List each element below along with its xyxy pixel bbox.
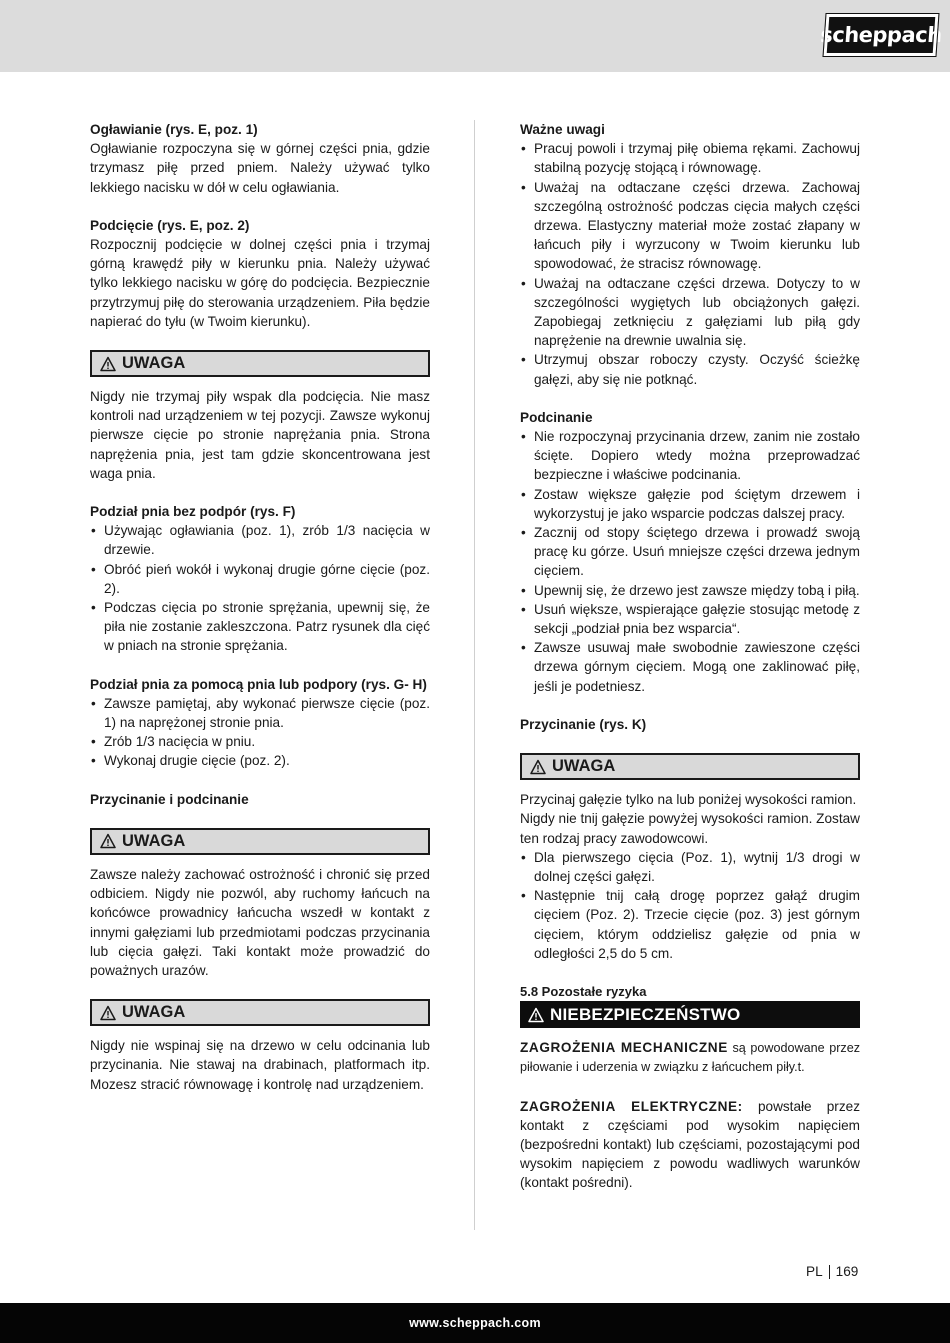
list-item: • Następnie tnij całą drogę poprzez gałąź drugim cięciem (Poz. 2). Trzecie cięcie (poz. 3) jest górnym cięciem, którym oddzielisz gałęzie od pnia w odległości 2,5 do 5 cm. — [520, 886, 860, 963]
list-item: • Nie rozpoczynaj przycinania drzew, zanim nie zostało ścięte. Dopiero wtedy można przeprowadzać bezpieczne i właściwe podcinania. — [520, 427, 860, 485]
header-bar — [0, 0, 950, 72]
section-title: Podcinanie — [520, 409, 593, 425]
section-title: Ważne uwagi — [520, 122, 605, 137]
warning-text: Nigdy nie tnij gałęzie powyżej wysokości ramion. Zostaw ten rodzaj pracy zawodowcowi. — [520, 811, 860, 846]
risk-electrical-label: ZAGROŻENIA ELEKTRYCZNE: — [520, 1098, 743, 1114]
warning-icon — [528, 1007, 544, 1023]
section-title: Podział pnia za pomocą pnia lub podpory (rys. G- H) — [90, 676, 427, 692]
warning-label: UWAGA — [122, 1003, 186, 1021]
risk-electrical — [520, 1097, 860, 1193]
list-item: • Zawsze usuwaj małe swobodnie zawieszone części drzewa górnym cięciem. Mogą one zaklinować piłę, jeśli je podetniesz. — [520, 638, 860, 696]
warning-text: Zawsze należy zachować ostrożność i chronić się przed odbiciem. Nigdy nie pozwól, aby ruchomy łańcuch na końcówce prowadnicy łańcucha wszedł w kontakt z innymi gałęziami lub przedmiotami podczas przycinania lub cięcia gałęzi. Taki kontakt może prowadzić do poważnych urazów. — [90, 866, 430, 978]
warning-label: UWAGA — [122, 353, 186, 372]
footer-bar — [0, 1303, 950, 1343]
risk-electrical-text: powstałe przez kontakt z częściami pod wysokim napięciem (bezpośredni kontakt) lub częściami, pozostającymi pod wysokim napięciem z powodu wadliwych warunków (kontakt pośredni). — [520, 1098, 860, 1191]
warning-icon — [100, 356, 116, 372]
page-lang: PL — [806, 1264, 823, 1279]
risk-mechanical-label: ZAGROŻENIA MECHANICZNE — [520, 1040, 728, 1056]
list-item: • Zacznij od stopy ściętego drzewa i prowadź swoją pracę ku górze. Usuń mniejsze części drzewa jednym cięciem. — [520, 523, 860, 581]
list-item: • Zostaw większe gałęzie pod ściętym drzewem i wykorzystuj je jako wsparcie podczas dalszej pracy. — [520, 485, 860, 523]
list-item: • Używając ogławiania (poz. 1), zrób 1/3 nacięcia w drzewie. — [90, 521, 430, 559]
footer-url[interactable]: www.scheppach.com — [409, 1316, 541, 1330]
warning-text: Przycinaj gałęzie tylko na lub poniżej wysokości ramion. — [520, 792, 857, 808]
warning-icon — [100, 833, 116, 849]
brand-logo-text: scheppach — [819, 23, 943, 47]
section-title: Podcięcie (rys. E, poz. 2) — [90, 217, 250, 233]
list-item: • Utrzymuj obszar roboczy czysty. Oczyść ścieżkę gałęzi, aby się nie potknąć. — [520, 350, 860, 388]
column-divider — [474, 120, 475, 1230]
page-number — [806, 1264, 858, 1279]
warning-box — [90, 999, 430, 1026]
list-item: • Dla pierwszego cięcia (Poz. 1), wytnij 1/3 drogi w dolnej części gałęzi. — [520, 848, 860, 886]
section-title: Przycinanie (rys. K) — [520, 716, 647, 732]
section-text: Ogławianie rozpoczyna się w górnej części pnia, gdzie trzymasz piłę przed pniem. Należy używać tylko lekkiego nacisku w dół w celu ogławiania. — [90, 141, 430, 195]
list-item: • Uważaj na odtaczane części drzewa. Dotyczy to w szczególności wygiętych lub obciążonych gałęzi. Zapobiegaj zetknięciu z gałęziami lub piłą gdy naprężenie na drewnie uwalnia się. — [520, 274, 860, 351]
list-item: • Zrób 1/3 nacięcia w pniu. — [90, 732, 430, 751]
bullet-list — [90, 694, 430, 771]
brand-logo — [819, 14, 943, 56]
section-text: Rozpocznij podcięcie w dolnej części pnia i trzymaj górną krawędź piły w kierunku pnia. Należy używać tylko lekkiego nacisku w górę do podcięcia. Bezpiecznie przytrzymuj piłę do sterowania urządzeniem. Piła będzie napierać do tyłu (w Twoim kierunku). — [90, 237, 430, 329]
list-item: • Wykonaj drugie cięcie (poz. 2). — [90, 751, 430, 770]
warning-label: UWAGA — [552, 756, 616, 775]
risk-mechanical-text: są powodowane przez piłowanie i uderzenia w związku z łańcuchem piły.t. — [520, 1041, 860, 1075]
page-number-value: 169 — [835, 1264, 859, 1279]
left-column — [90, 120, 430, 1094]
section-title: 5.8 Pozostałe ryzyka — [520, 983, 647, 999]
list-item: • Upewnij się, że drzewo jest zawsze między tobą i piłą. — [520, 581, 860, 600]
warning-icon — [100, 1005, 116, 1021]
warning-box — [90, 350, 430, 377]
warning-text: Nigdy nie trzymaj piły wspak dla podcięcia. Nie masz kontroli nad urządzeniem w tej pozycji. Zawsze wykonuj pierwsze cięcie po stronie naprężania pnia. Strona naprężenia pnia, jest tam gdzie skoncentrowana jest waga pnia. — [90, 389, 430, 481]
section-title: Ogławianie (rys. E, poz. 1) — [90, 122, 258, 137]
warning-icon — [530, 759, 546, 775]
warning-box — [90, 828, 430, 855]
warning-label: UWAGA — [122, 831, 186, 850]
section-title: Podział pnia bez podpór (rys. F) — [90, 504, 296, 520]
warning-box — [520, 753, 860, 780]
list-item: • Podczas cięcia po stronie sprężania, upewnij się, że piła nie zostanie zakleszczona. Patrz rysunek dla cięć w pniach na stronie sprężania. — [90, 598, 430, 656]
risk-mechanical — [520, 1038, 860, 1077]
warning-text: Nigdy nie wspinaj się na drzewo w celu odcinania lub przycinania. Nie stawaj na drabinach, platformach itp. Mozesz stracić równowagę i kontrolę nad urządzeniem. — [90, 1038, 430, 1092]
page-separator — [829, 1265, 830, 1279]
list-item: • Usuń większe, wspierające gałęzie stosując metodę z sekcji „podział pnia bez wsparcia“. — [520, 600, 860, 638]
list-item: • Uważaj na odtaczane części drzewa. Zachowaj szczególną ostrożność podczas cięcia małych części drzewa. Elastyczny materiał może zostać złapany w łańcuch piły i wyrzucony w Twoim kierunku lub spowodować, że stracisz równowagę. — [520, 178, 860, 274]
danger-label: NIEBEZPIECZEŃSTWO — [550, 1005, 741, 1025]
bullet-list — [520, 848, 860, 963]
list-item: • Obróć pień wokół i wykonaj drugie górne cięcie (poz. 2). — [90, 560, 430, 598]
bullet-list — [520, 139, 860, 389]
list-item: • Pracuj powoli i trzymaj piłę obiema rękami. Zachowuj stabilną pozycję stojącą i równowagę. — [520, 139, 860, 177]
section-title: Przycinanie i podcinanie — [90, 791, 249, 807]
right-column — [520, 120, 860, 1193]
danger-box — [520, 1001, 860, 1028]
bullet-list — [90, 521, 430, 655]
list-item: • Zawsze pamiętaj, aby wykonać pierwsze cięcie (poz. 1) na naprężonej stronie pnia. — [90, 694, 430, 732]
bullet-list — [520, 427, 860, 696]
